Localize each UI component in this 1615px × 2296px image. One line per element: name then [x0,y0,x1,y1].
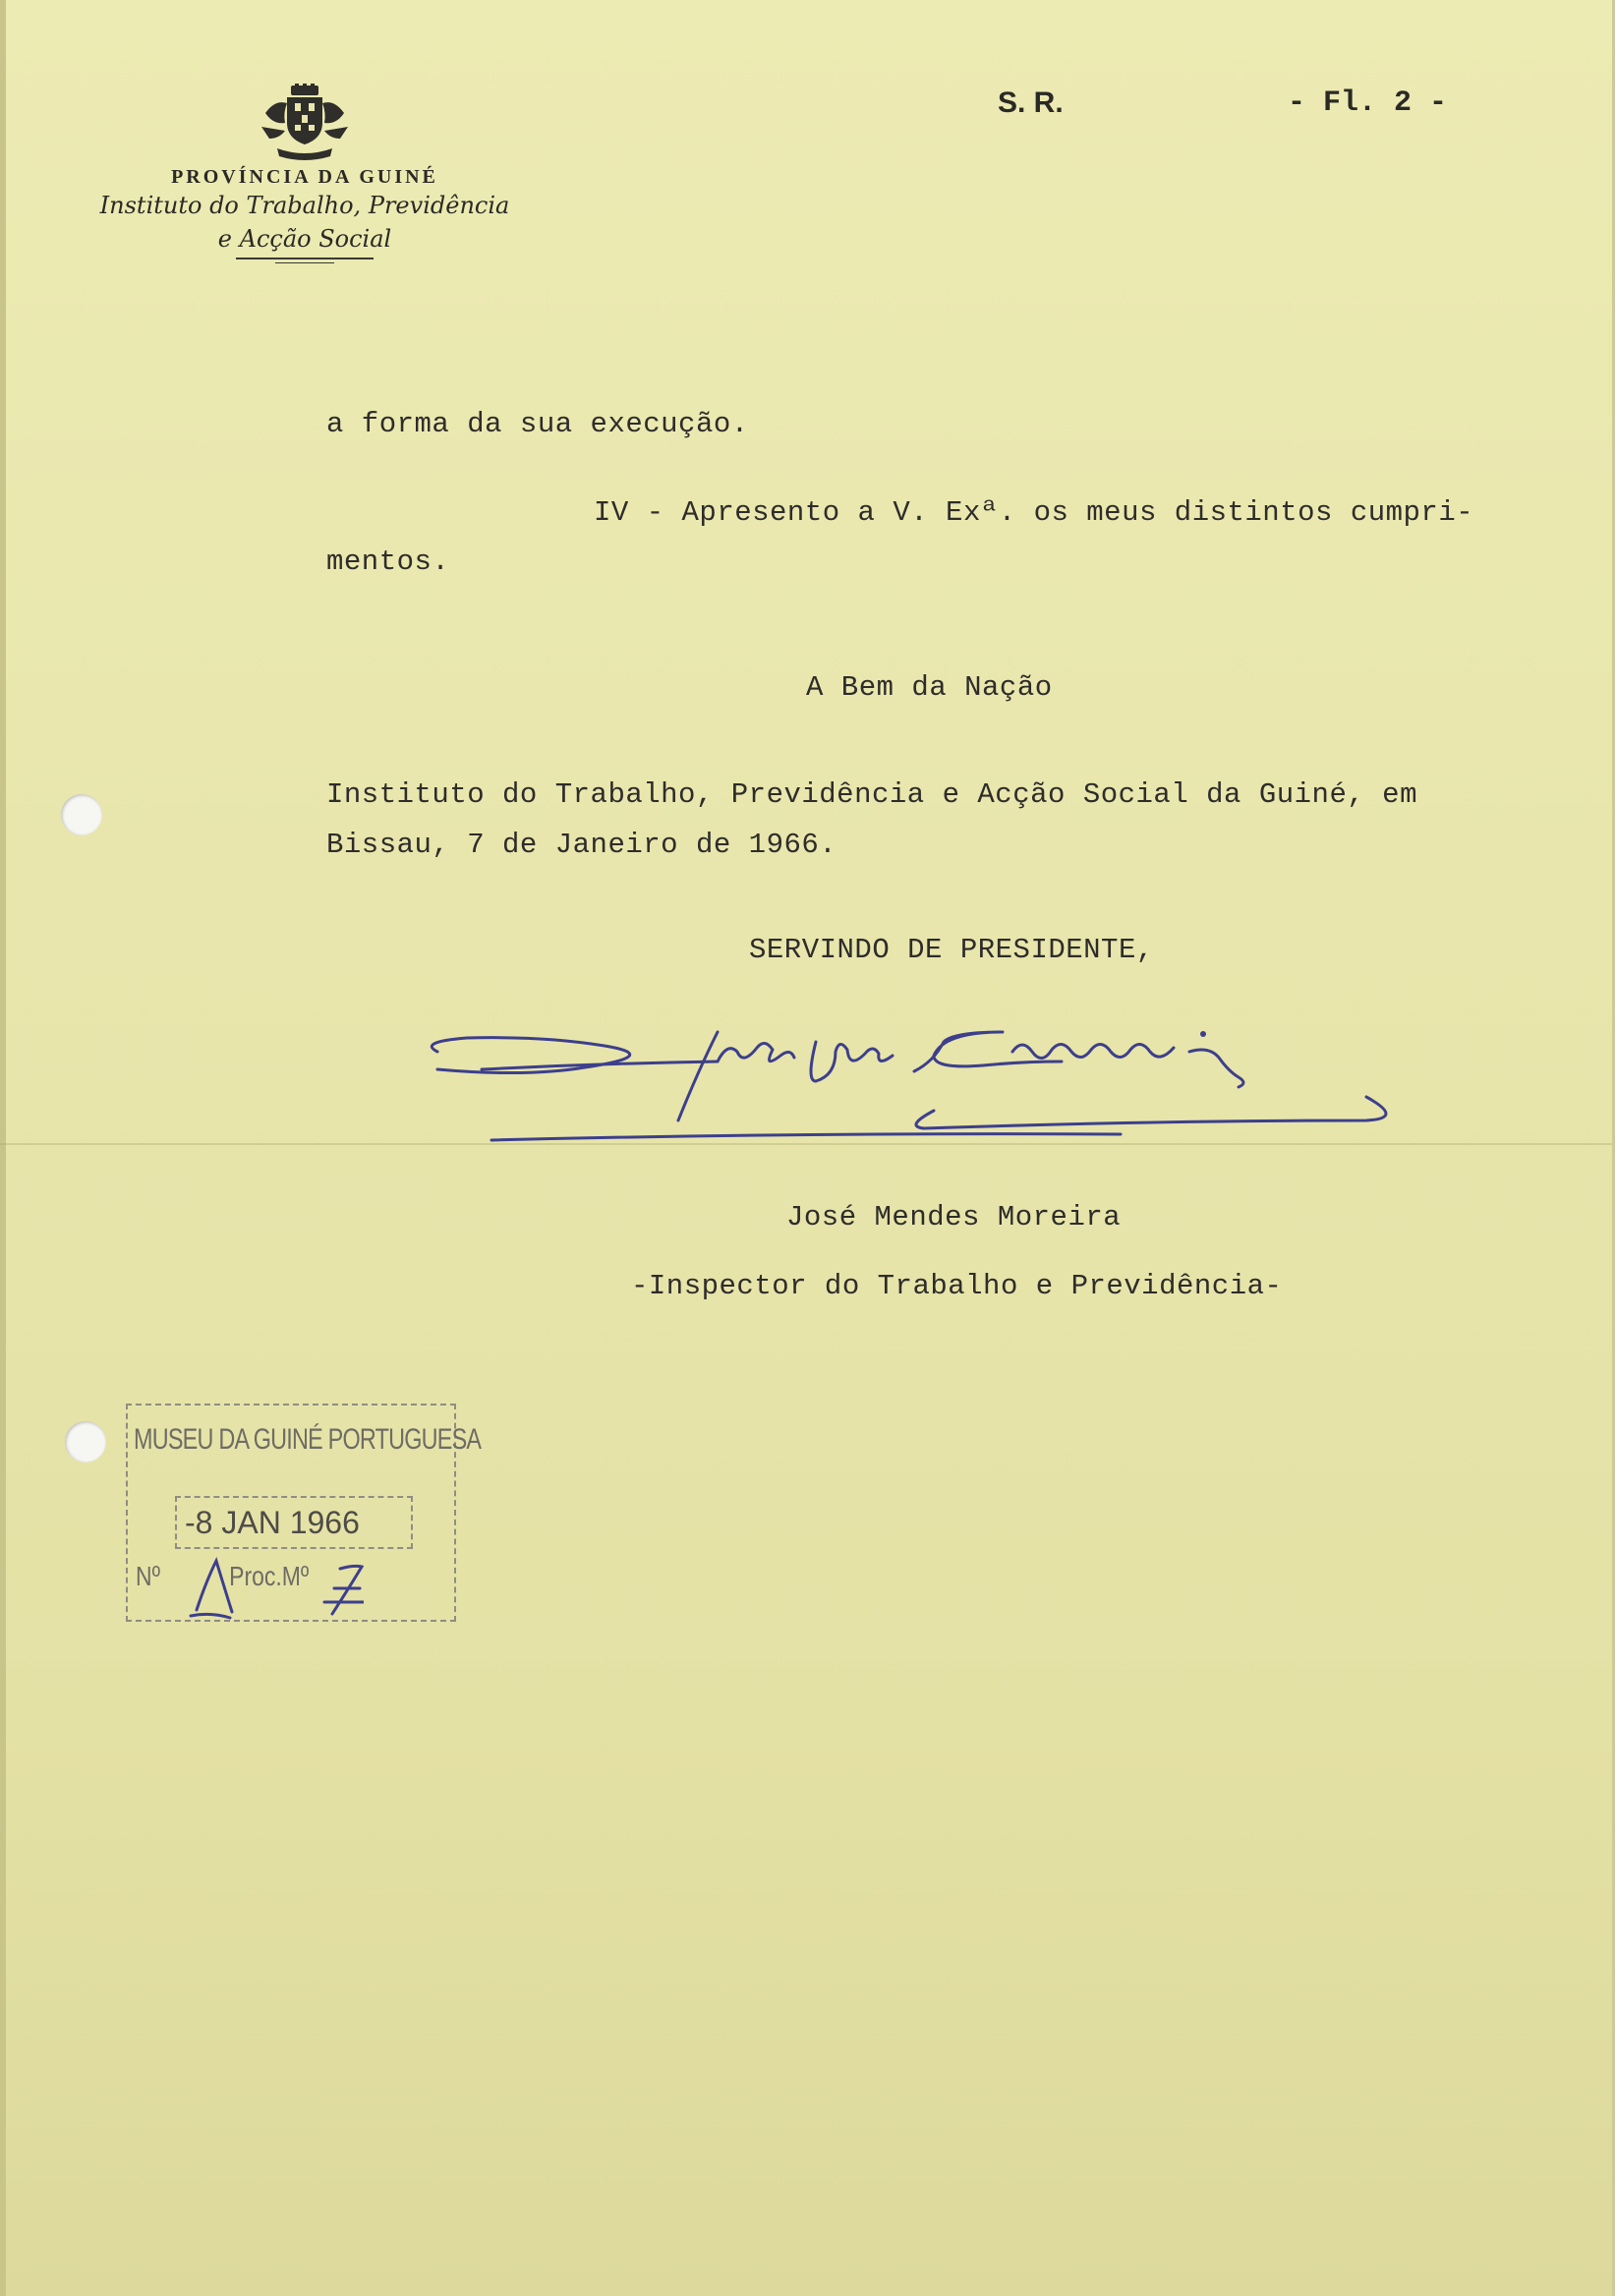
museum-stamp [126,1404,482,1622]
institute-name: Instituto do Trabalho, Previdência [99,192,510,219]
punch-hole-top [61,794,102,835]
reference-code: S. R. [998,86,1064,119]
stamp-handwriting [167,1541,364,1620]
signatory-name: José Mendes Moreira [786,1201,1122,1234]
institute-name-cont: e Acção Social [217,225,392,253]
signatory-title: -Inspector do Trabalho e Previdência- [631,1270,1283,1302]
body-line-2: IV - Apresento a V. Exª. os meus distintos cumpri- [594,496,1474,529]
body-line-1: a forma da sua execução. [326,408,749,440]
letterhead [69,84,541,263]
coat-of-arms-icon [258,84,352,162]
letterhead-rule-short [275,262,334,263]
place-line-2: Bissau, 7 de Janeiro de 1966. [326,829,837,861]
stamp-process-label: Proc.Mº [229,1561,310,1591]
letterhead-rule [236,258,374,259]
stamp-museum-name: MUSEU DA GUINÉ PORTUGUESA [134,1423,482,1456]
handwritten-signature [423,1012,1406,1170]
stamp-number-label: Nº [136,1561,160,1591]
punch-hole-bottom [65,1421,106,1463]
province-name: PROVÍNCIA DA GUINÉ [171,166,438,188]
place-line-1: Instituto do Trabalho, Previdência e Acção Social da Guiné, em [326,778,1417,811]
signatory-role: SERVINDO DE PRESIDENTE, [749,934,1154,966]
body-line-3: mentos. [326,545,450,578]
stamp-date: -8 JAN 1966 [175,1496,413,1549]
sheet-number: - Fl. 2 - [1288,86,1448,120]
salutation: A Bem da Nação [806,671,1053,704]
